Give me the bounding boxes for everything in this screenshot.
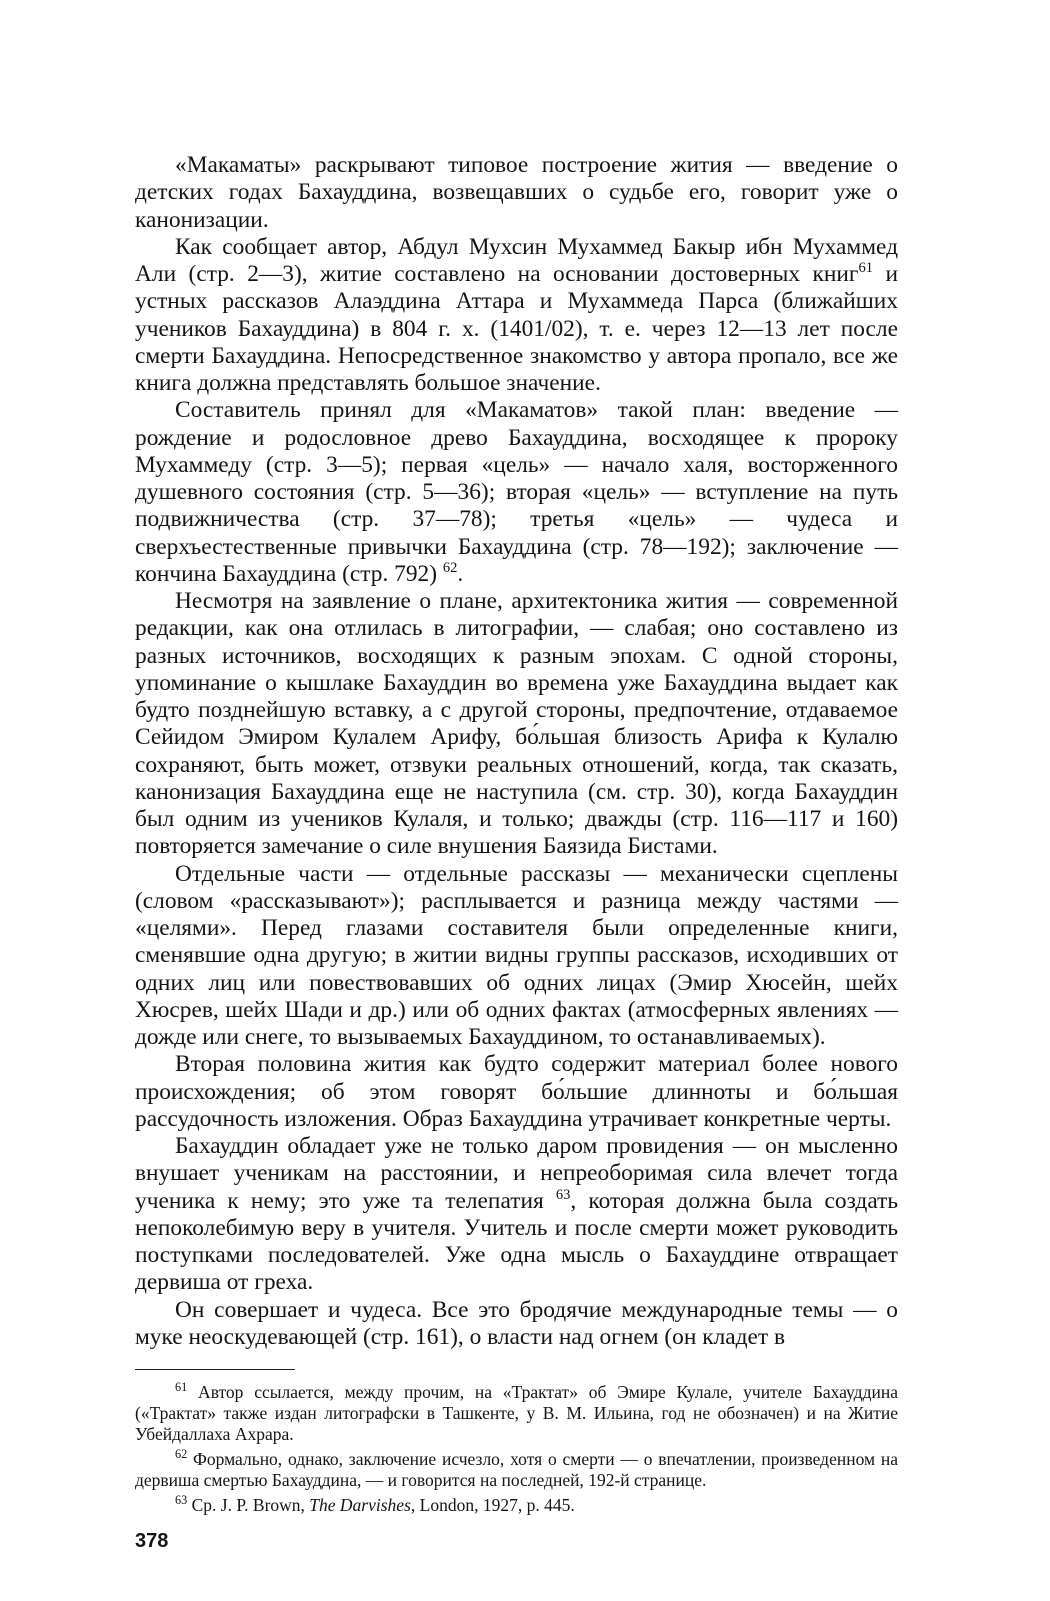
paragraph-3: Составитель принял для «Макаматов» такой план: введение — рождение и родословное древо Бахауддина, восходящее к пророку Мухаммеду (стр. 3—5); первая «цель» — начало халя, восторженного душевного состояния (стр. 5—36); вторая «цель» — вступление на путь подвижничества (стр. 37—78); третья «цель» — чудеса и сверхъестественные привычки Бахауддина (стр. 78—192); заключение — кончина Бахауддина (стр. 792) $^{62}$. bbox=[135, 397, 898, 587]
paragraph-5: Отдельные части — отдельные рассказы — механически сцеплены (словом «рассказывают»); расплывается и разница между частями — «целями». Перед глазами составителя были определенные книги, сменявшие одна другую; в житии видны группы рассказов, исходивших от одних лиц или повествовавших об одних лицах (Эмир Хюсейн, шейх Хюсрев, шейх Шади и др.) или об одних фактах (атмосферных явлениях — дожде или снеге, то вызываемых Бахауддином, то останавливаемых). bbox=[135, 860, 898, 1050]
footnote-63: $^{63}$ Ср. J. P. Brown, The Darvishes, London, 1927, p. 445. bbox=[175, 1493, 575, 1515]
paragraph-2: Как сообщает автор, Абдул Мухсин Мухаммед Бакыр ибн Мухаммед Али (стр. 2—3), житие составлено на основании достоверных книг$^{61}$ и устных рассказов Алаэддина Аттара и Мухаммеда Парса (ближайших учеников Бахауддина) в 804 г. х. (1401/02), т. е. через 12—13 лет после смерти Бахауддина. Непосредственное знакомство у автора пропало, все же книга должна представлять большое значение. bbox=[135, 233, 898, 396]
paragraph-4: Несмотря на заявление о плане, архитектоника жития — современной редакции, как она отлилась в литографии, — слабая; оно составлено из разных источников, восходящих к разным эпохам. С одной стороны, упоминание о кышлаке Бахауддин во времена уже Бахауддина выдает как будто позднейшую вставку, а с другой стороны, предпочтение, отдаваемое Сейидом Эмиром Кулалем Арифу, бо́льшая близость Арифа к Кулалю сохраняют, быть может, отзвуки реальных отношений, когда, так сказать, канонизация Бахауддина еще не наступила (см. стр. 30), когда Бахауддин был одним из учеников Кулаля, и только; дважды (стр. 116—117 и 160) повторяется замечание о силе внушения Баязида Бистами. bbox=[135, 588, 898, 860]
body-text bbox=[135, 152, 898, 1351]
footnote-number: 62 bbox=[175, 1447, 188, 1462]
paragraph-8: Он совершает и чудеса. Все это бродячие международные темы — о муке неоскудевающей (стр. 161), о власти над огнем (он кладет в bbox=[135, 1296, 898, 1350]
paragraph-7: Бахауддин обладает уже не только даром провидения — он мысленно внушает ученикам на расстоянии, и непреоборимая сила влечет тогда ученика к нему; это уже та телепатия $^{63}$, которая должна была создать непоколебимую веру в учителя. Учитель и после смерти может руководить поступками последователей. Уже одна мысль о Бахауддине отвращает дервиша от греха. bbox=[135, 1133, 898, 1296]
footnote-ref-62[interactable]: 62 bbox=[442, 559, 458, 576]
footnote-number: 63 bbox=[175, 1493, 188, 1508]
book-title: The Darvishes bbox=[309, 1495, 411, 1515]
footnotes bbox=[135, 1382, 898, 1516]
footnote-ref-63[interactable]: 63 bbox=[555, 1186, 571, 1203]
page-number: 378 bbox=[135, 1530, 169, 1552]
footnote-ref-61[interactable]: 61 bbox=[858, 260, 874, 277]
footnote-62: $^{62}$ Формально, однако, заключение исчезло, хотя о смерти — о впечатлении, произведенном на дервиша смертью Бахауддина, — и говорится на последней, 192-й странице. bbox=[135, 1447, 898, 1490]
paragraph-1: «Макаматы» раскрывают типовое построение жития — введение о детских годах Бахауддина, возвещавших о судьбе его, говорит уже о канонизации. bbox=[135, 152, 898, 233]
footnote-number: 61 bbox=[175, 1380, 188, 1395]
footnote-divider bbox=[135, 1369, 295, 1370]
paragraph-6: Вторая половина жития как будто содержит материал более нового происхождения; об этом говорят бо́льшие длинноты и бо́льшая рассудочность изложения. Образ Бахауддина утрачивает конкретные черты. bbox=[135, 1051, 898, 1132]
footnote-61: $^{61}$ Автор ссылается, между прочим, на «Трактат» об Эмире Кулале, учителе Бахауддина («Трактат» также издан литографски в Ташкенте, у В. М. Ильина, год не обозначен) и на Житие Убейдаллаха Ахрара. bbox=[135, 1380, 898, 1444]
